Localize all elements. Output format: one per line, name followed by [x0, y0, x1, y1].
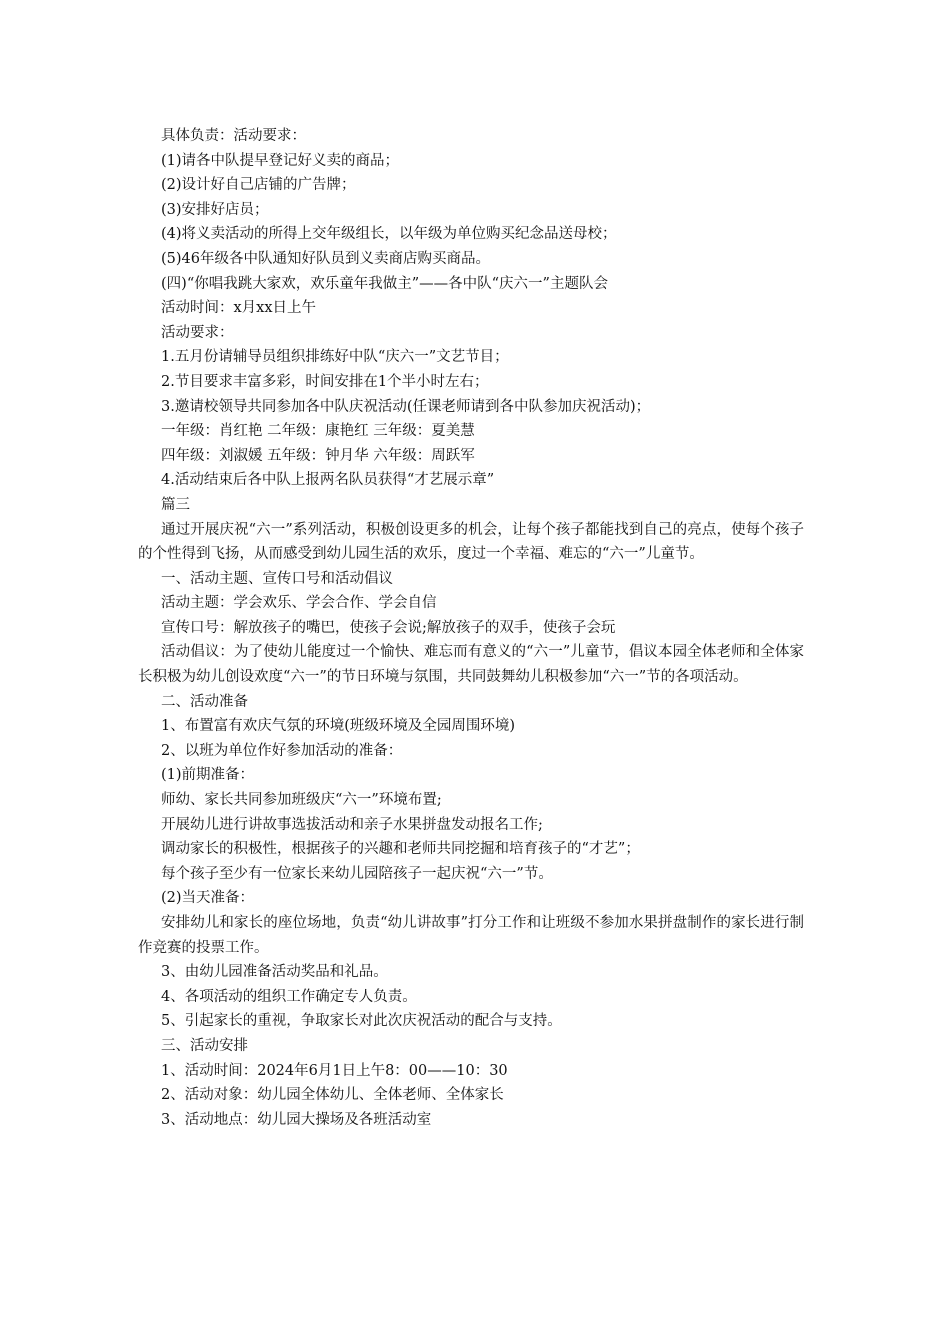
- paragraph: 3、活动地点：幼儿园大操场及各班活动室: [161, 1111, 432, 1128]
- paragraph: (3)安排好店员；: [161, 201, 269, 218]
- paragraph: 2、以班为单位作好参加活动的准备：: [161, 742, 403, 759]
- paragraph: 具体负责：活动要求：: [161, 128, 306, 144]
- paragraph: (2)设计好自己店铺的广告牌；: [161, 177, 356, 194]
- paragraph: 1、布置富有欢庆气氛的环境(班级环境及全园周围环境): [161, 718, 516, 735]
- paragraph: 一年级：肖红艳 二年级：康艳红 三年级：夏美慧: [161, 423, 475, 440]
- paragraph: (5)46年级各中队通知好队员到义卖商店购买商品。: [161, 250, 490, 267]
- section-heading: 一、活动主题、宣传口号和活动倡议: [161, 570, 393, 587]
- paragraph: 开展幼儿进行讲故事选拔活动和亲子水果拼盘发动报名工作;: [161, 816, 543, 833]
- paragraph: 3、由幼儿园准备活动奖品和礼品。: [161, 964, 388, 981]
- paragraph: 活动要求：: [161, 324, 234, 341]
- paragraph: 每个孩子至少有一位家长来幼儿园陪孩子一起庆祝“六一”节。: [161, 865, 553, 882]
- paragraph: 活动倡议：为了使幼儿能度过一个愉快、难忘而有意义的“六一”儿童节，倡议本园全体老师和全体家长积极为幼儿创设欢度“六一”的节日环境与氛围，共同鼓舞幼儿积极参加“六一”节的各项活动。: [138, 644, 804, 686]
- paragraph: 1.五月份请辅导员组织排练好中队“庆六一”文艺节目；: [161, 349, 509, 366]
- paragraph: 2.节目要求丰富多彩，时间安排在1个半小时左右；: [161, 373, 489, 390]
- paragraph: (2)当天准备：: [161, 890, 255, 907]
- paragraph: 活动主题：学会欢乐、学会合作、学会自信: [161, 595, 437, 612]
- paragraph: (4)将义卖活动的所得上交年级组长，以年级为单位购买纪念品送母校；: [161, 226, 617, 243]
- paragraph: 安排幼儿和家长的座位场地，负责“幼儿讲故事”打分工作和让班级不参加水果拼盘制作的家长进行制作竞赛的投票工作。: [138, 915, 804, 956]
- paragraph: 师幼、家长共同参加班级庆“六一”环境布置;: [161, 792, 442, 809]
- document-body: [138, 124, 804, 1132]
- section-heading: (四)“你唱我跳大家欢，欢乐童年我做主”——各中队“庆六一”主题队会: [161, 275, 608, 292]
- paragraph: (1)前期准备：: [161, 767, 255, 784]
- paragraph: 1、活动时间：2024年6月1日上午8：00——10：30: [161, 1062, 508, 1079]
- section-heading: 篇三: [161, 496, 190, 513]
- paragraph: 活动时间：x月xx日上午: [161, 300, 317, 317]
- section-heading: 三、活动安排: [161, 1037, 248, 1054]
- paragraph: 4、各项活动的组织工作确定专人负责。: [161, 988, 417, 1005]
- paragraph: 5、引起家长的重视，争取家长对此次庆祝活动的配合与支持。: [161, 1013, 562, 1030]
- paragraph: 3.邀请校领导共同参加各中队庆祝活动(任课老师请到各中队参加庆祝活动)；: [161, 398, 651, 415]
- paragraph: 四年级：刘淑媛 五年级：钟月华 六年级：周跃军: [161, 447, 475, 464]
- paragraph: 2、活动对象：幼儿园全体幼儿、全体老师、全体家长: [161, 1087, 504, 1104]
- paragraph: 通过开展庆祝“六一”系列活动，积极创设更多的机会，让每个孩子都能找到自己的亮点，使每个孩子的个性得到飞扬，从而感受到幼儿园生活的欢乐，度过一个幸福、难忘的“六一”儿童节。: [138, 521, 804, 563]
- paragraph: 宣传口号：解放孩子的嘴巴，使孩子会说;解放孩子的双手，使孩子会玩: [161, 619, 616, 636]
- paragraph: 调动家长的积极性，根据孩子的兴趣和老师共同挖掘和培育孩子的“才艺”；: [161, 841, 640, 858]
- section-heading: 二、活动准备: [161, 693, 248, 710]
- paragraph: (1)请各中队提早登记好义卖的商品；: [161, 152, 400, 169]
- paragraph: 4.活动结束后各中队上报两名队员获得“才艺展示章”: [161, 472, 495, 489]
